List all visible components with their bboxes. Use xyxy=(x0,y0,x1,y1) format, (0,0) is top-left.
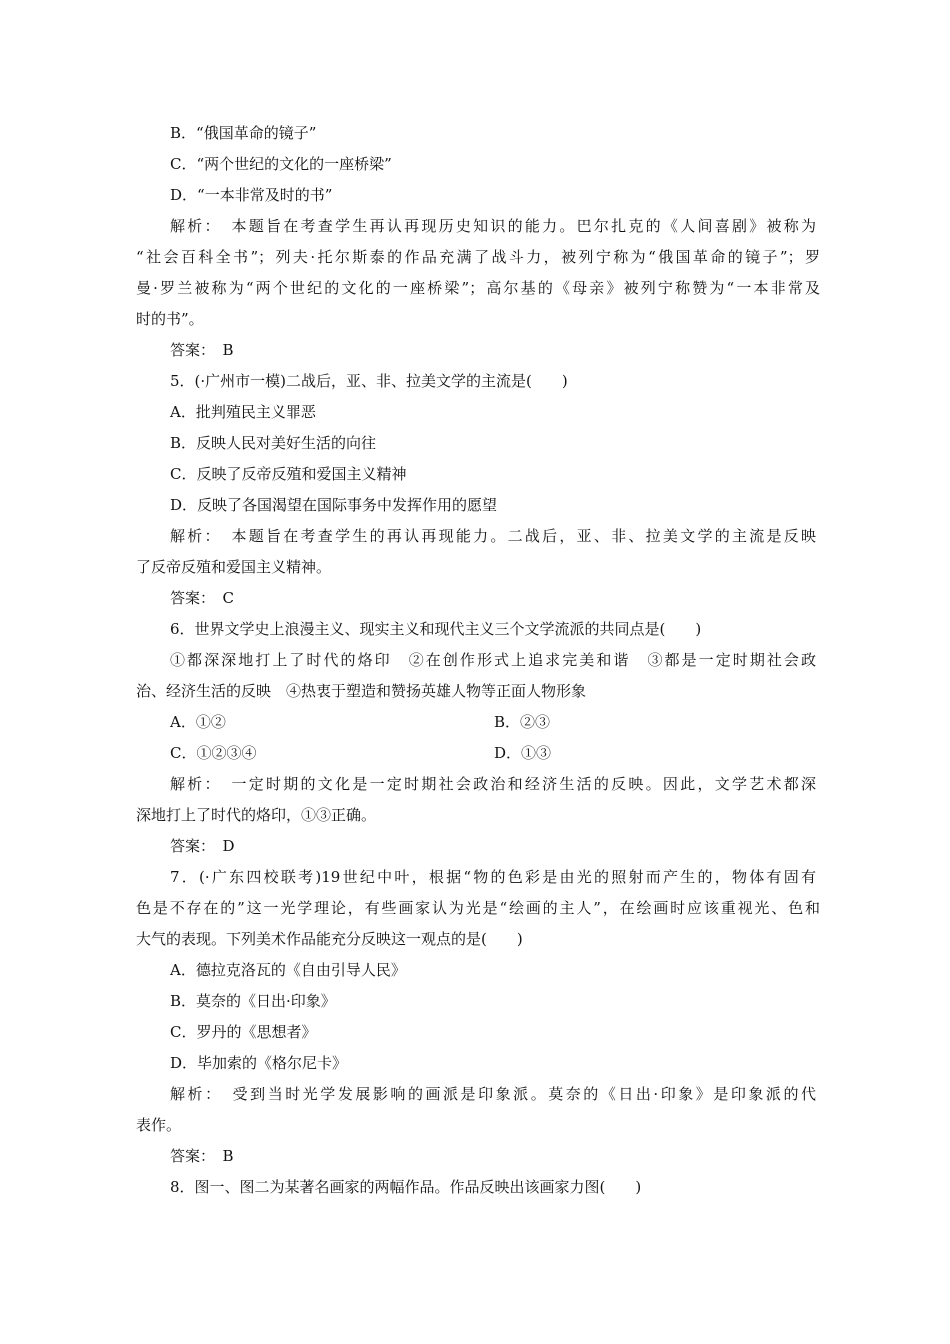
q5-analysis-line: 了反帝反殖和爱国主义精神。 xyxy=(136,558,332,576)
q5-analysis-line: 解析： 本题旨在考查学生的再认再现能力。二战后，亚、非、拉美文学的主流是反映 xyxy=(170,527,816,545)
q4-option-b: B．“俄国革命的镜子” xyxy=(170,124,317,142)
q6-stem: 6．世界文学史上浪漫主义、现实主义和现代主义三个文学流派的共同点是( ) xyxy=(170,620,702,638)
q7-stem-line: 大气的表现。下列美术作品能充分反映这一观点的是( ) xyxy=(136,930,523,948)
q6-analysis-line: 解析： 一定时期的文化是一定时期社会政治和经济生活的反映。因此，文学艺术都深 xyxy=(170,775,816,793)
q4-analysis-line: “社会百科全书”；列夫·托尔斯泰的作品充满了战斗力，被列宁称为“俄国革命的镜子”；罗 xyxy=(136,248,820,266)
q4-option-c: C．“两个世纪的文化的一座桥梁” xyxy=(170,155,392,173)
q6-answer: 答案： D xyxy=(170,837,235,855)
q7-option-b: B．莫奈的《日出·印象》 xyxy=(170,992,336,1010)
q7-option-a: A．德拉克洛瓦的《自由引导人民》 xyxy=(170,961,406,979)
q7-stem-line: 7．(·广东四校联考)19世纪中叶，根据“物的色彩是由光的照射而产生的，物体有固有 xyxy=(170,868,816,886)
q7-option-c: C．罗丹的《思想者》 xyxy=(170,1023,317,1041)
q4-option-d: D．“一本非常及时的书” xyxy=(170,186,333,204)
q6-option-d: D．①③ xyxy=(494,744,552,762)
q5-option-d: D．反映了各国渴望在国际事务中发挥作用的愿望 xyxy=(170,496,498,514)
q7-analysis-line: 解析： 受到当时光学发展影响的画派是印象派。莫奈的《日出·印象》是印象派的代 xyxy=(170,1085,816,1103)
q7-stem-line: 色是不存在的”这一光学理论，有些画家认为光是“绘画的主人”，在绘画时应该重视光、色和 xyxy=(136,899,820,917)
q4-analysis-line: 曼·罗兰被称为“两个世纪的文化的一座桥梁”；高尔基的《母亲》被列宁称赞为“一本非常及 xyxy=(136,279,820,297)
q4-analysis-line: 解析： 本题旨在考查学生再认再现历史知识的能力。巴尔扎克的《人间喜剧》被称为 xyxy=(170,217,816,235)
q7-answer: 答案： B xyxy=(170,1147,234,1165)
q5-stem: 5．(·广州市一模)二战后，亚、非、拉美文学的主流是( ) xyxy=(170,372,568,390)
q7-option-d: D．毕加索的《格尔尼卡》 xyxy=(170,1054,348,1072)
q6-option-c: C．①②③④ xyxy=(170,744,257,762)
q6-analysis-line: 深地打上了时代的烙印，①③正确。 xyxy=(136,806,377,824)
q5-option-b: B．反映人民对美好生活的向往 xyxy=(170,434,377,452)
q8-stem: 8．图一、图二为某著名画家的两幅作品。作品反映出该画家力图( ) xyxy=(170,1178,642,1196)
q4-analysis-line: 时的书”。 xyxy=(136,310,204,328)
q5-answer: 答案： C xyxy=(170,589,234,607)
q6-items-line: ①都深深地打上了时代的烙印 ②在创作形式上追求完美和谐 ③都是一定时期社会政 xyxy=(170,651,816,669)
q6-option-b: B．②③ xyxy=(494,713,551,731)
q5-option-a: A．批判殖民主义罪恶 xyxy=(170,403,316,421)
q7-analysis-line: 表作。 xyxy=(136,1116,182,1134)
q5-option-c: C．反映了反帝反殖和爱国主义精神 xyxy=(170,465,407,483)
q6-items-line: 治、经济生活的反映 ④热衷于塑造和赞扬英雄人物等正面人物形象 xyxy=(136,682,587,700)
q6-option-a: A．①② xyxy=(170,713,226,731)
q4-answer: 答案： B xyxy=(170,341,234,359)
